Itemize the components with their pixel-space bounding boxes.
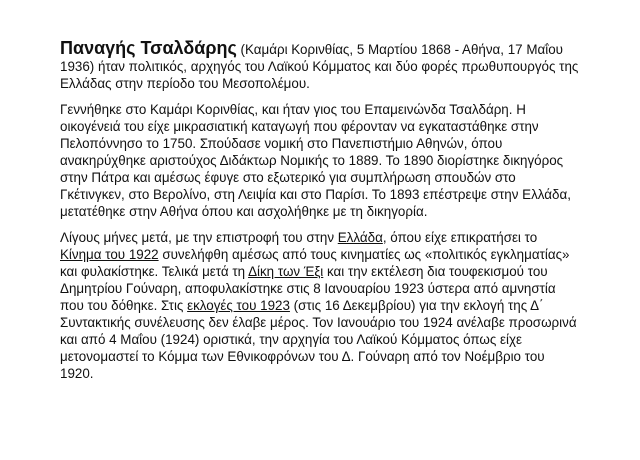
career-text-3: συνελήφθη αμέσως από τους κινηματίες ως «πολιτικός εγκληματίας» και φυλακίστηκε. Τελικά μετά τη: [60, 247, 570, 279]
article-title: Παναγής Τσαλδάρης: [60, 38, 237, 58]
biography-paragraph: [60, 101, 580, 220]
biography-text: Γεννήθηκε στο Καμάρι Κορινθίας, και ήταν γιος του Επαμεινώνδα Τσαλδάρη. Η οικογένειά του είχε μικρασιατική καταγωγή που φέρονταν να εγκαταστάθηκε στην Πελοπόννησο το 1750. Σπούδασε νομική στο Πανεπιστήμιο Αθηνών, όπου ανακηρύχθηκε αριστούχος Διδάκτωρ Νομικής το 1889. Το 1890 διορίστηκε δικηγόρος στην Πάτρα και αμέσως έφυγε στο εξωτερικό για συμπλήρωση σπουδών στο Γκέτινγκεν, στο Βερολίνο, στη Λειψία και στο Παρίσι. Το 1893 επέστρεψε στην Ελλάδα, μετατέθηκε στην Αθήνα όπου και ασχολήθηκε με τη δικηγορία.: [60, 102, 571, 219]
career-text-4: και την εκτέλεση δια τουφεκισμού του Δημητρίου Γούναρη, αποφυλακίστηκε στις 8 Ιανουαρίου 1923 ύστερα από αμνηστία που του δόθηκε. Στις: [60, 264, 556, 313]
greece-link[interactable]: Ελλάδα: [337, 230, 383, 245]
article-body: [60, 40, 580, 391]
intro-paragraph: [60, 40, 580, 92]
career-text-1: Λίγους μήνες μετά, με την επιστροφή του στην: [60, 230, 338, 245]
elections-1923-link[interactable]: εκλογές του 1923: [187, 298, 290, 313]
career-text-2: , όπου είχε επικρατήσει το: [382, 230, 538, 245]
career-text-5: (στις 16 Δεκεμβρίου) για την εκλογή της Δ΄ Συντακτικής συνέλευσης δεν έλαβε μέρος. Τον Ιανουάριο του 1924 ανέλαβε προσωρινά και από 4 Μαΐου (1924) οριστικά, την αρχηγία του Λαϊκού Κόμματος όπως είχε μετονομαστεί το Κόμμα των Εθνικοφρόνων του Δ. Γούναρη από τον Νοέμβριο του 1920.: [60, 298, 577, 381]
career-paragraph: [60, 229, 580, 382]
trial-of-six-link[interactable]: Δίκη των Έξι: [248, 264, 324, 279]
intro-text: (Καμάρι Κορινθίας, 5 Μαρτίου 1868 - Αθήνα, 17 Μαΐου 1936) ήταν πολιτικός, αρχηγός του Λαϊκού Κόμματος και δύο φορές πρωθυπουργός της Ελλάδας στην περίοδο του Μεσοπολέμου.: [60, 42, 579, 91]
revolution-1922-link[interactable]: Κίνημα του 1922: [60, 247, 159, 262]
